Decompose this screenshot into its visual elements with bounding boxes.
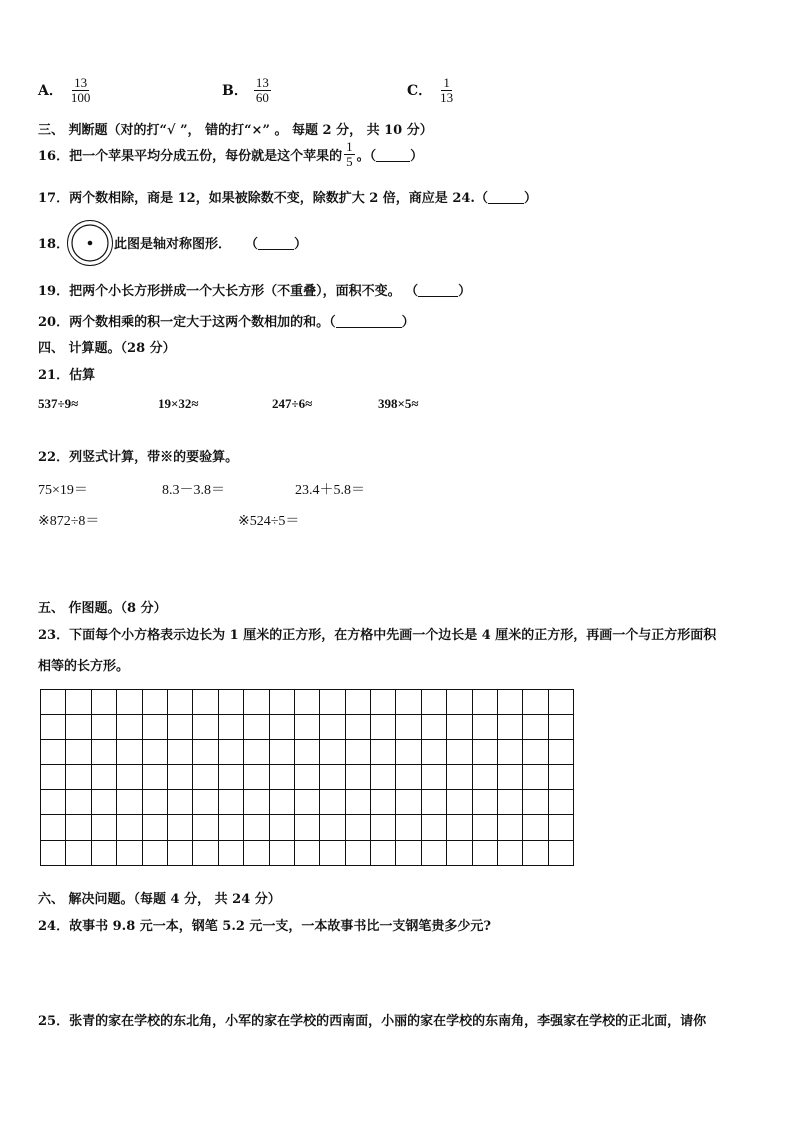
grid-cell[interactable] [421, 740, 446, 765]
grid-cell[interactable] [548, 740, 573, 765]
grid-row [41, 840, 574, 865]
grid-cell[interactable] [218, 690, 243, 715]
grid-cell[interactable] [117, 765, 142, 790]
section-5-title: 五、 作图题。（8 分） [38, 601, 167, 616]
grid-cell[interactable] [523, 715, 548, 740]
concentric-circles-figure [66, 219, 114, 267]
grid-cell[interactable] [193, 715, 218, 740]
grid-cell[interactable] [320, 790, 345, 815]
grid-cell[interactable] [447, 815, 472, 840]
grid-cell[interactable] [167, 715, 192, 740]
question-18 [114, 233, 307, 252]
grid-cell[interactable] [523, 840, 548, 865]
grid-cell[interactable] [294, 690, 319, 715]
grid-row [41, 815, 574, 840]
grid-cell[interactable] [447, 765, 472, 790]
grid-cell[interactable] [66, 765, 91, 790]
grid-cell[interactable] [472, 765, 497, 790]
grid-cell[interactable] [142, 715, 167, 740]
q19-text: 19．把两个小长方形拼成一个大长方形（不重叠），面积不变。 （ [38, 284, 419, 299]
grid-cell[interactable] [371, 840, 396, 865]
grid-cell[interactable] [41, 840, 66, 865]
option-b-numerator: 13 [255, 75, 269, 90]
grid-cell[interactable] [244, 765, 269, 790]
grid-cell[interactable] [41, 690, 66, 715]
grid-row [41, 765, 574, 790]
option-a-numerator: 13 [74, 75, 88, 90]
grid-cell[interactable] [294, 790, 319, 815]
grid-cell[interactable] [218, 815, 243, 840]
grid-cell[interactable] [91, 740, 116, 765]
q16-text: 16．把一个苹果平均分成五份，每份就是这个苹果的 [38, 148, 343, 164]
grid-cell[interactable] [498, 765, 523, 790]
option-c [407, 76, 455, 104]
q19-answer-blank[interactable] [418, 282, 458, 297]
grid-cell[interactable] [167, 740, 192, 765]
q23-line-2: 相等的长方形。 [38, 659, 130, 674]
grid-cell[interactable] [244, 690, 269, 715]
grid-cell[interactable] [66, 790, 91, 815]
grid-cell[interactable] [294, 740, 319, 765]
grid-cell[interactable] [548, 790, 573, 815]
grid-cell[interactable] [548, 815, 573, 840]
grid-cell[interactable] [396, 765, 421, 790]
grid-cell[interactable] [371, 715, 396, 740]
question-17 [38, 187, 537, 206]
q18-answer-blank[interactable] [258, 235, 294, 250]
q18-close: ） [294, 237, 308, 252]
grid-cell[interactable] [167, 765, 192, 790]
grid-cell[interactable] [218, 790, 243, 815]
grid-cell[interactable] [472, 690, 497, 715]
grid-cell[interactable] [523, 765, 548, 790]
grid-cell[interactable] [269, 840, 294, 865]
question-19 [38, 280, 471, 299]
q22-item-4: ※872÷8＝ [38, 514, 100, 529]
grid-cell[interactable] [117, 815, 142, 840]
grid-cell[interactable] [472, 815, 497, 840]
grid-cell[interactable] [193, 690, 218, 715]
grid-cell[interactable] [294, 765, 319, 790]
grid-cell[interactable] [523, 815, 548, 840]
grid-cell[interactable] [371, 790, 396, 815]
section-6-title: 六、 解决问题。（每题 4 分， 共 24 分） [38, 892, 281, 907]
grid-cell[interactable] [167, 690, 192, 715]
section-4-title: 四、 计算题。（28 分） [38, 341, 176, 356]
q20-text: 20．两个数相乘的积一定大于这两个数相加的和。（ [38, 315, 336, 330]
option-c-fraction [438, 76, 455, 104]
grid-cell[interactable] [345, 740, 370, 765]
grid-cell[interactable] [320, 765, 345, 790]
grid-cell[interactable] [269, 715, 294, 740]
option-b-denominator: 60 [255, 89, 269, 105]
grid-cell[interactable] [193, 765, 218, 790]
grid-cell[interactable] [142, 765, 167, 790]
question-20 [38, 311, 415, 330]
grid-cell[interactable] [345, 690, 370, 715]
q21-item-1: 537÷9≈ [38, 396, 79, 411]
grid-cell[interactable] [447, 840, 472, 865]
q17-answer-blank[interactable] [488, 189, 524, 204]
option-b-label: B． [222, 83, 248, 100]
grid-cell[interactable] [523, 690, 548, 715]
grid-cell[interactable] [498, 715, 523, 740]
grid-cell[interactable] [396, 740, 421, 765]
grid-cell[interactable] [548, 715, 573, 740]
q18-text: 此图是轴对称图形． [114, 237, 232, 252]
option-c-numerator: 1 [443, 75, 450, 90]
grid-cell[interactable] [447, 690, 472, 715]
grid-cell[interactable] [142, 790, 167, 815]
q16-denominator: 5 [346, 153, 353, 169]
option-a [38, 76, 92, 104]
grid-cell[interactable] [396, 840, 421, 865]
grid-cell[interactable] [548, 765, 573, 790]
grid-cell[interactable] [320, 715, 345, 740]
grid-cell[interactable] [91, 815, 116, 840]
q23-line-1: 23．下面每个小方格表示边长为 1 厘米的正方形，在方格中先画一个边长是 4 厘米的正方形，再画一个与正方形面积 [38, 628, 717, 643]
grid-cell[interactable] [218, 840, 243, 865]
grid-cell[interactable] [244, 840, 269, 865]
question-16 [38, 140, 423, 168]
q21-item-3: 247÷6≈ [272, 396, 313, 411]
q17-close: ） [523, 191, 537, 206]
q20-answer-blank[interactable] [336, 313, 402, 328]
grid-cell[interactable] [472, 790, 497, 815]
grid-cell[interactable] [167, 790, 192, 815]
option-a-denominator: 100 [70, 89, 91, 105]
grid-cell[interactable] [218, 765, 243, 790]
grid-cell[interactable] [269, 790, 294, 815]
grid-cell[interactable] [117, 840, 142, 865]
q20-close: ） [401, 315, 415, 330]
grid-cell[interactable] [523, 740, 548, 765]
grid-cell[interactable] [447, 790, 472, 815]
q21-item-4: 398×5≈ [378, 396, 419, 411]
grid-cell[interactable] [66, 815, 91, 840]
grid-cell[interactable] [523, 790, 548, 815]
grid-cell[interactable] [498, 790, 523, 815]
grid-cell[interactable] [91, 715, 116, 740]
grid-cell[interactable] [421, 715, 446, 740]
grid-cell[interactable] [472, 715, 497, 740]
grid-cell[interactable] [41, 815, 66, 840]
grid-cell[interactable] [269, 815, 294, 840]
grid-cell[interactable] [41, 790, 66, 815]
option-c-label: C． [407, 83, 433, 100]
grid-cell[interactable] [193, 815, 218, 840]
grid-cell[interactable] [167, 815, 192, 840]
grid-cell[interactable] [294, 840, 319, 865]
q16-answer-blank[interactable] [376, 147, 410, 162]
grid-cell[interactable] [498, 840, 523, 865]
grid-cell[interactable] [244, 815, 269, 840]
grid-cell[interactable] [66, 740, 91, 765]
q22-item-5: ※524÷5＝ [238, 514, 300, 529]
grid-cell[interactable] [421, 815, 446, 840]
grid-cell[interactable] [396, 790, 421, 815]
grid-cell[interactable] [371, 690, 396, 715]
grid-cell[interactable] [244, 740, 269, 765]
grid-cell[interactable] [269, 740, 294, 765]
grid-cell[interactable] [142, 815, 167, 840]
grid-cell[interactable] [294, 715, 319, 740]
grid-cell[interactable] [117, 715, 142, 740]
q18-number: 18． [38, 237, 70, 252]
grid-cell[interactable] [269, 690, 294, 715]
grid-row [41, 690, 574, 715]
q22-item-2: 8.3－3.8＝ [162, 483, 225, 498]
grid-cell[interactable] [41, 765, 66, 790]
option-c-denominator: 13 [440, 89, 454, 105]
grid-cell[interactable] [421, 790, 446, 815]
grid-cell[interactable] [447, 740, 472, 765]
q21-item-2: 19×32≈ [158, 396, 199, 411]
question-25: 25．张青的家在学校的东北角，小军的家在学校的西南面，小丽的家在学校的东南角，李强家在学校的正北面，请你 [38, 1014, 707, 1029]
grid-cell[interactable] [371, 740, 396, 765]
grid-cell[interactable] [396, 690, 421, 715]
option-a-fraction [69, 76, 93, 104]
grid-cell[interactable] [193, 790, 218, 815]
grid-cell[interactable] [218, 740, 243, 765]
grid-cell[interactable] [66, 690, 91, 715]
grid-cell[interactable] [548, 840, 573, 865]
grid-cell[interactable] [117, 690, 142, 715]
grid-cell[interactable] [91, 690, 116, 715]
grid-cell[interactable] [396, 815, 421, 840]
grid-cell[interactable] [91, 790, 116, 815]
grid-cell[interactable] [345, 815, 370, 840]
grid-cell[interactable] [447, 715, 472, 740]
option-b [222, 76, 271, 104]
grid-cell[interactable] [41, 715, 66, 740]
grid-cell[interactable] [345, 715, 370, 740]
grid-cell[interactable] [142, 690, 167, 715]
grid-cell[interactable] [294, 815, 319, 840]
grid-cell[interactable] [66, 715, 91, 740]
grid-cell[interactable] [472, 840, 497, 865]
q18-open: （ [245, 237, 259, 252]
q21-title: 21．估算 [38, 368, 96, 383]
grid-cell[interactable] [498, 740, 523, 765]
grid-row [41, 740, 574, 765]
drawing-grid[interactable] [40, 689, 574, 866]
grid-cell[interactable] [244, 715, 269, 740]
center-dot [88, 241, 93, 246]
grid-cell[interactable] [396, 715, 421, 740]
q22-title: 22．列竖式计算，带※的要验算。 [38, 450, 239, 465]
question-24: 24．故事书 9.8 元一本，钢笔 5.2 元一支，一本故事书比一支钢笔贵多少元? [38, 919, 492, 934]
grid-cell[interactable] [117, 740, 142, 765]
section-3-title: 三、 判断题（对的打“√ ”， 错的打“×” 。 每题 2 分， 共 10 分） [38, 123, 433, 138]
grid-cell[interactable] [244, 790, 269, 815]
grid-cell[interactable] [320, 815, 345, 840]
q19-close: ） [458, 284, 472, 299]
grid-cell[interactable] [66, 840, 91, 865]
grid-cell[interactable] [345, 765, 370, 790]
option-a-label: A． [38, 83, 63, 100]
grid-cell[interactable] [498, 690, 523, 715]
grid-cell[interactable] [269, 765, 294, 790]
grid-cell[interactable] [345, 790, 370, 815]
option-b-fraction [254, 76, 271, 104]
grid-cell[interactable] [421, 765, 446, 790]
grid-cell[interactable] [117, 790, 142, 815]
q22-item-3: 23.4＋5.8＝ [295, 483, 365, 498]
grid-cell[interactable] [193, 840, 218, 865]
grid-cell[interactable] [345, 840, 370, 865]
q16-tail: 。（ [356, 148, 377, 164]
grid-cell[interactable] [218, 715, 243, 740]
grid-cell[interactable] [320, 690, 345, 715]
q16-numerator: 1 [346, 139, 353, 154]
grid-cell[interactable] [371, 815, 396, 840]
grid-cell[interactable] [142, 840, 167, 865]
grid-cell[interactable] [320, 740, 345, 765]
grid-cell[interactable] [167, 840, 192, 865]
grid-cell[interactable] [421, 690, 446, 715]
grid-cell[interactable] [41, 740, 66, 765]
q17-text: 17．两个数相除，商是 12，如果被除数不变，除数扩大 2 倍，商应是 24.（ [38, 191, 488, 206]
grid-cell[interactable] [193, 740, 218, 765]
grid-cell[interactable] [91, 840, 116, 865]
grid-cell[interactable] [421, 840, 446, 865]
grid-row [41, 790, 574, 815]
grid-row [41, 715, 574, 740]
q16-close: ） [410, 148, 424, 164]
grid-cell[interactable] [142, 740, 167, 765]
grid-cell[interactable] [91, 765, 116, 790]
grid-cell[interactable] [371, 765, 396, 790]
q22-item-1: 75×19＝ [38, 483, 88, 498]
q16-fraction [344, 140, 355, 168]
grid-cell[interactable] [498, 815, 523, 840]
grid-cell[interactable] [320, 840, 345, 865]
grid-cell[interactable] [548, 690, 573, 715]
grid-cell[interactable] [472, 740, 497, 765]
